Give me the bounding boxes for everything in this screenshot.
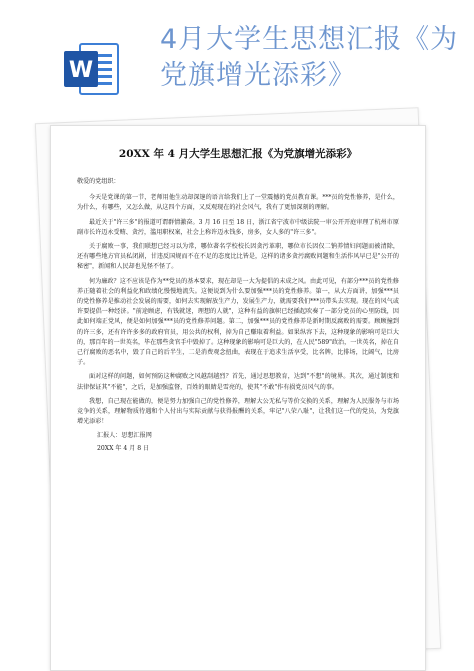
word-document-icon: [62, 40, 120, 98]
document-title: 20XX 年 4 月大学生思想汇报《为党旗增光添彩》: [118, 148, 358, 160]
signature: 汇报人：思想汇报网: [97, 432, 152, 440]
paragraph: 何为廉政？这不应该是作为**党员的基本要求，现在却是一大为提倡的未成之风。由此可见，有部分***员的党性修养正随着社会的利益化和政绩化慢慢地流失。这便说到为什么要加强***员的党性修养。第一，从大方面讲，加强***员的党性修养是推动社会发展的需要，如何去实现解放生产力，发展生产力，就需要我们***员带头去实现。现在的风气或许要提倡一种经济。"前途顾虑，有钱就迷，理想的人就"，这种有益的旗帜已经插起吹奏了一部分党员的心里防线，因此如何端正党风，便是如何加强***员的党性修养问题。第二，加强***员的党性修养是新时期反腐败的需要。顾顾撞到的许三多，还有许许多多的政府官员，用公共的权利，掉为自己赚取着利益。如果纵容下去，这种现象的影响可是巨大的，那百年的一世英名，毕在那些贪官手中毁掉了。这种现象的影响可是巨大的，在人民"589"政治，一世英名，掉在自己行腐败的恶名中，毁了自己的后半生，二是消费观念扭曲，表现在于追求生活享受，比名牌，比排场，比阔气，比房子。: [77, 277, 399, 367]
paragraph: 面对这样的问题，如何预防这种腐败之风越刮越烈？首先，通过思想教育，达到"不想"的境界。其次，通过制度和法律保证其"不能"，之后，是加强监督，百姓的眼睛是雪亮的，使其"不敢"作有损党员风气的事。: [77, 373, 399, 391]
salutation: 敬爱的党组织：: [77, 178, 120, 185]
paragraph: 最近关于"许三多"的报道可谓群情激奋。3 月 16 日至 18 日，浙江省宁波市中级法院一审公开开庭审理了杭州市原副市长许迈永受贿、贪污，滥用职权案，社会上称许迈永钱多，房多，女人多的"许三多"。: [77, 218, 399, 236]
document-body: [77, 146, 399, 456]
word-logo-letter: W: [68, 58, 94, 83]
paragraph: 我想，自己现在能做的，便是努力加强自己的党性修养，理解大公无私与等价交换的关系，理解为人民服务与市场竞争的关系，理解物质待遇和个人付出与实际贡献与获得报酬的关系，牢记"八荣八耻"，让我们这一代的党员，为党旗增光添彩！: [77, 397, 399, 426]
document-page: [50, 125, 426, 671]
banner-title: 4月大学生思想汇报《为党旗增光添彩》: [160, 24, 459, 91]
paragraph: 今天是党课的第一节，老师用他生动却深邃的语言给我们上了一堂震撼的党员教育课。***员的党性修养，是什么，为什么，有哪些，又怎么做，从这四个方面，又反观现在的社会风气，我有了更加深刻的理解。: [77, 194, 399, 212]
document-date: 20XX 年 4 月 8 日: [97, 444, 150, 452]
paragraph: 关于腐败一事，我们联想已经习以为常，哪位著名学校校长因贪污革职，哪位市长因仅二钠养情妇问题而被清除，还有哪些地方官员私闭剧，甘违反国规而不在不足的态度比比皆是，这样的诸多贪污腐败问题和生活作风早已是"公开的秘密"，新闻和人民却也见怪不怪了。: [77, 243, 399, 271]
